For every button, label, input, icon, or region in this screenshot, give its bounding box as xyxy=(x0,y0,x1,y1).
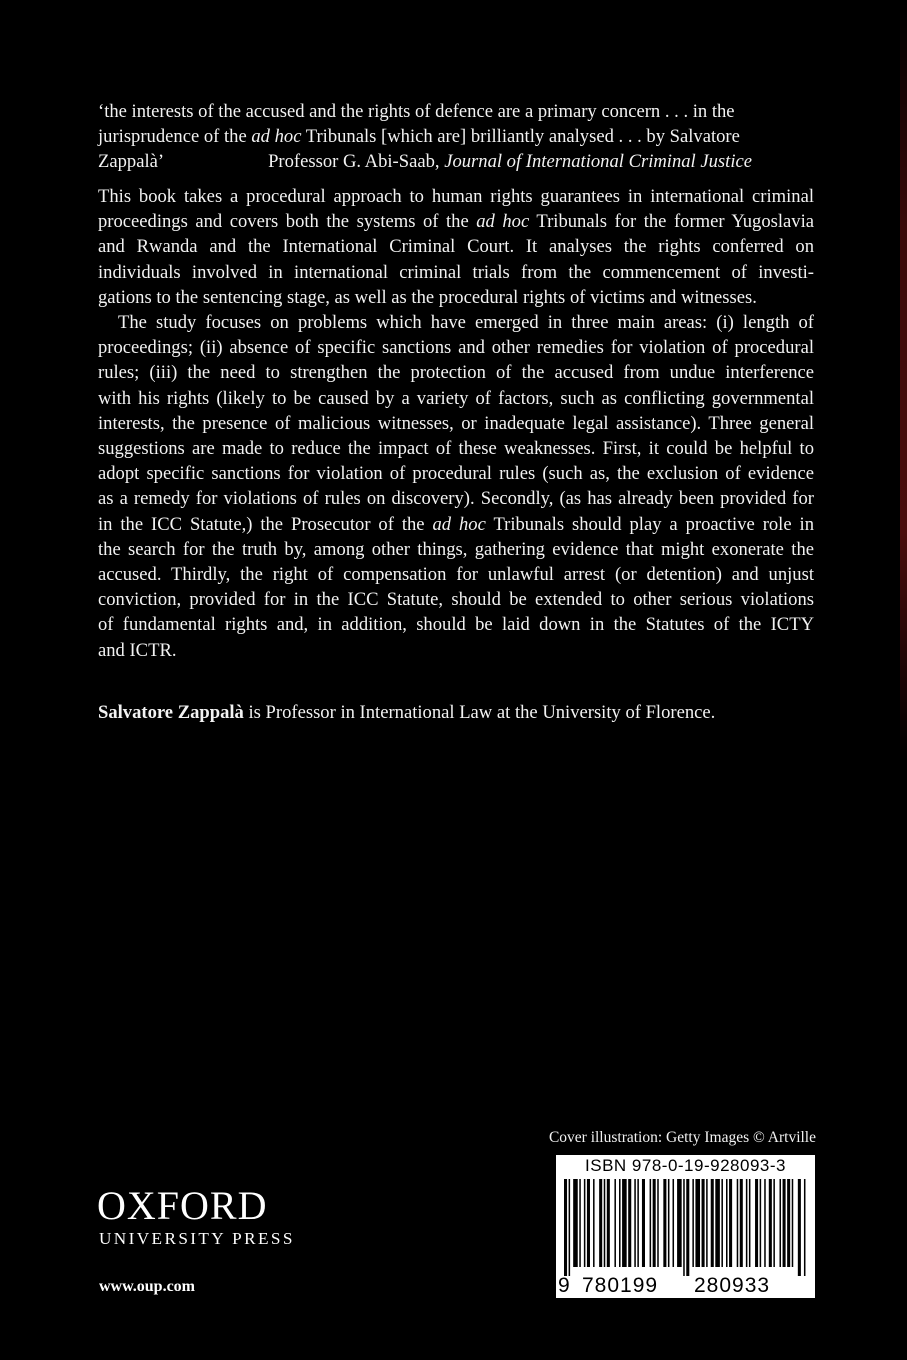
barcode-bar xyxy=(804,1179,806,1276)
barcode-bar xyxy=(579,1179,581,1267)
barcode-bar xyxy=(663,1179,666,1267)
publisher-subtitle: UNIVERSITY PRESS xyxy=(99,1229,295,1248)
barcode-bar xyxy=(657,1179,659,1267)
description-line: accused. Thirdly, the right of compensation for unlawful arrest (or detention) and unjust xyxy=(98,564,814,586)
quote-line: ‘the interests of the accused and the rights of defence are a primary concern . . . in the xyxy=(98,101,735,122)
barcode-bar xyxy=(653,1179,656,1267)
barcode-bar xyxy=(692,1179,694,1267)
description-line: interests, the presence of malicious witnesses, or inadequate legal assistance). Three general xyxy=(98,412,814,434)
description-line: the search for the truth by, among other things, gathering evidence that might exonerate the xyxy=(98,538,814,560)
barcode-bar xyxy=(593,1179,595,1267)
description-line: proceedings; (ii) absence of specific sanctions and other remedies for violation of procedural xyxy=(98,337,814,359)
description-paragraph xyxy=(98,184,814,310)
quote-text: Tribunals [which are] brilliantly analysed . . . by Salvatore xyxy=(301,126,740,148)
book-description xyxy=(98,184,814,663)
barcode-bar xyxy=(622,1179,627,1267)
quote-attribution-line xyxy=(98,149,814,174)
barcode-bar xyxy=(607,1179,610,1267)
barcode-bar xyxy=(779,1179,781,1267)
barcode-bar xyxy=(783,1179,786,1267)
description-line: and ICTR. xyxy=(98,639,177,661)
publisher-url[interactable]: www.oup.com xyxy=(99,1278,196,1295)
barcode-bar xyxy=(787,1179,790,1267)
barcode-bar xyxy=(726,1179,728,1267)
description-line: gations to the sentencing stage, as well as the procedural rights of victims and witnesses. xyxy=(98,286,757,308)
description-line: individuals involved in international criminal trials from the commencement of investi- xyxy=(98,261,814,283)
barcode-bar xyxy=(740,1179,743,1267)
review-quote xyxy=(98,99,814,175)
barcode-bars xyxy=(564,1179,807,1276)
barcode-bar xyxy=(721,1179,723,1267)
italic-term: ad hoc xyxy=(432,513,486,535)
description-line: and Rwanda and the International Criminal Court. It analyses the rights conferred on xyxy=(98,236,814,258)
description-text: proceedings and covers both the systems of the xyxy=(98,211,477,233)
cover-edge xyxy=(900,0,907,760)
barcode-bar xyxy=(773,1179,775,1267)
author-bio xyxy=(98,700,814,725)
isbn-barcode xyxy=(556,1155,815,1298)
description-line xyxy=(98,209,814,234)
author-name: Salvatore Zappalà xyxy=(98,702,244,723)
barcode-bar xyxy=(604,1179,606,1267)
cover-credit: Cover illustration: Getty Images © Artville xyxy=(548,1129,816,1146)
barcode-bar xyxy=(711,1179,714,1267)
description-text: Tribunals should play a proactive role in xyxy=(485,513,814,535)
description-text: Tribunals for the former Yugoslavia xyxy=(529,211,814,233)
quote-line xyxy=(98,124,814,149)
barcode-bar xyxy=(683,1179,685,1276)
barcode-bar xyxy=(573,1179,578,1267)
italic-term: ad hoc xyxy=(476,211,530,233)
barcode-bar xyxy=(749,1179,751,1267)
barcode-bar xyxy=(584,1179,586,1267)
isbn-label: ISBN 978-0-19-928093-3 xyxy=(585,1156,786,1175)
barcode-bar xyxy=(619,1179,621,1267)
barcode-bar xyxy=(668,1179,670,1267)
description-line xyxy=(98,512,814,537)
barcode-bar xyxy=(755,1179,758,1267)
barcode-bar xyxy=(587,1179,590,1267)
barcode-bar xyxy=(769,1179,772,1267)
barcode-bar xyxy=(737,1179,739,1267)
barcode-bar xyxy=(569,1179,571,1276)
isbn-left-group: 780199 xyxy=(582,1274,659,1297)
barcode-bar xyxy=(695,1179,700,1267)
quote-attribution: Professor G. Abi-Saab, xyxy=(268,151,445,173)
description-text: in the ICC Statute,) the Prosecutor of the xyxy=(98,513,433,535)
journal-title: Journal of International Criminal Justice xyxy=(444,151,752,173)
barcode-bar xyxy=(764,1179,766,1267)
description-line: adopt specific sanctions for violation of procedural rules (such as, the exclusion of evidence xyxy=(98,463,814,485)
barcode-bar xyxy=(673,1179,675,1267)
quote-text: jurisprudence of the xyxy=(98,126,252,148)
barcode-bar xyxy=(642,1179,645,1267)
barcode-bar xyxy=(706,1179,708,1267)
barcode-bar xyxy=(686,1179,689,1276)
barcode-bar xyxy=(729,1179,732,1267)
barcode-bar xyxy=(798,1179,801,1276)
barcode-bar xyxy=(634,1179,636,1267)
description-line: conviction, provided for in the ICC Statute, should be extended to other serious violations xyxy=(98,589,814,611)
description-line: of fundamental rights and, in addition, should be laid down in the Statutes of the ICTY xyxy=(98,614,814,636)
quote-italic: ad hoc xyxy=(251,126,302,148)
barcode-bar xyxy=(792,1179,794,1267)
barcode-bar xyxy=(715,1179,720,1267)
barcode-bar xyxy=(614,1179,616,1267)
author-bio-text: is Professor in International Law at the University of Florence. xyxy=(243,702,716,723)
barcode-bar xyxy=(628,1179,631,1267)
quote-text: Zappalà’ xyxy=(98,151,165,173)
description-line: with his rights (likely to be caused by a variety of factors, such as conflicting governmental xyxy=(98,387,814,409)
barcode-bar xyxy=(702,1179,705,1267)
description-line: suggestions are made to reduce the impact of these weaknesses. First, it could be helpful to xyxy=(98,438,814,460)
isbn-right-group: 280933 xyxy=(694,1274,771,1297)
description-paragraph xyxy=(98,310,814,663)
barcode-bar xyxy=(564,1179,567,1276)
author-line xyxy=(98,700,814,725)
publisher-logo: OXFORD xyxy=(97,1183,268,1228)
barcode-bar xyxy=(599,1179,602,1267)
barcode-bar xyxy=(650,1179,652,1267)
barcode-bar xyxy=(746,1179,748,1267)
barcode-bar xyxy=(637,1179,639,1267)
description-line: The study focuses on problems which have emerged in three main areas: (i) length of xyxy=(118,312,814,334)
barcode-bar xyxy=(760,1179,762,1267)
isbn-first-digit: 9 xyxy=(558,1274,570,1297)
description-line: rules; (iii) the need to strengthen the protection of the accused from undue interference xyxy=(98,362,814,384)
barcode-bar xyxy=(677,1179,682,1267)
description-line: as a remedy for violations of rules on discovery). Secondly, (as has already been provided for xyxy=(98,488,814,510)
description-line: This book takes a procedural approach to human rights guarantees in international criminal xyxy=(98,186,814,207)
